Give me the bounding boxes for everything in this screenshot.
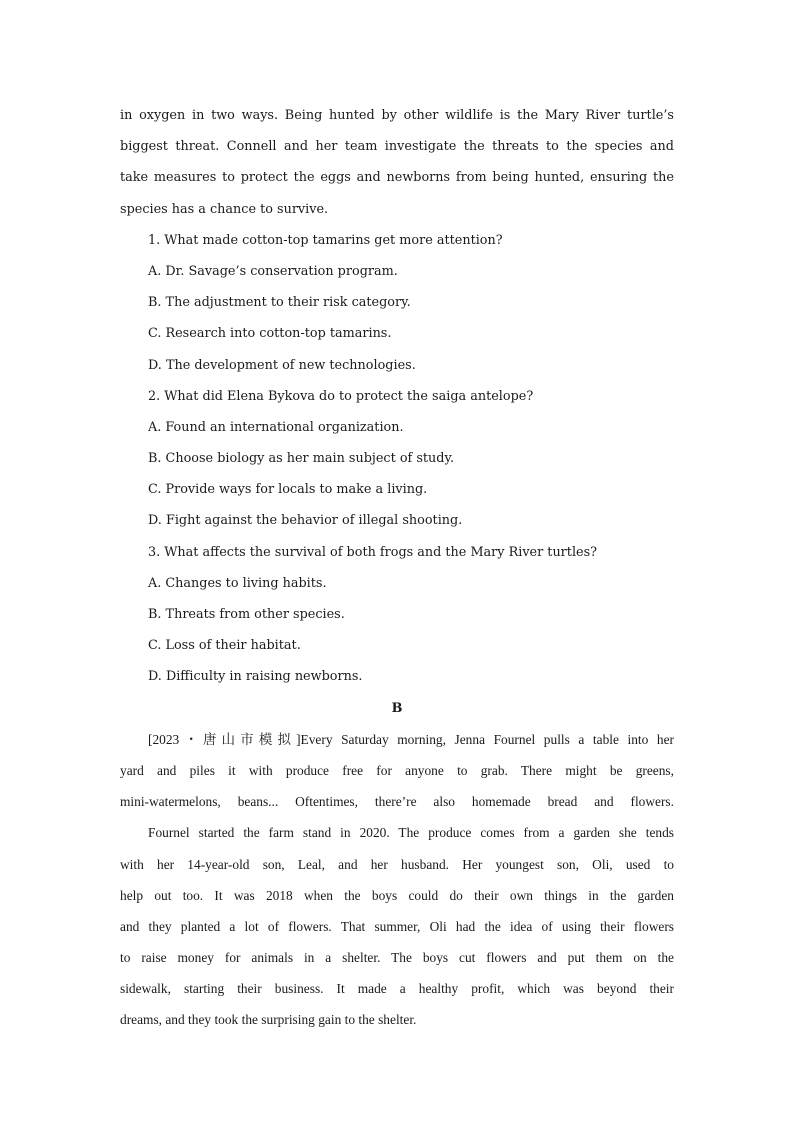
answer-option-d: D. Difficulty in raising newborns. [148, 669, 363, 685]
answer-option-c: C. Loss of their habitat. [148, 638, 301, 654]
passage-a-continuation [120, 100, 674, 225]
text-line: yard and piles it with produce free for anyone to grab. There might be greens, [120, 762, 674, 778]
text-line: take measures to protect the eggs and newborns from being hunted, ensuring the [120, 170, 674, 186]
paragraph-1 [120, 724, 674, 818]
question-3 [120, 537, 674, 693]
text-line: [2023・唐山市模拟]Every Saturday morning, Jenna Fournel pulls a table into her [148, 731, 674, 747]
answer-option-b: B. The adjustment to their risk category. [148, 295, 411, 311]
answer-option-c: C. Research into cotton-top tamarins. [148, 326, 392, 342]
question-2 [120, 381, 674, 537]
text-line: dreams, and they took the surprising gain to the shelter. [120, 1012, 417, 1028]
text-line: biggest threat. Connell and her team investigate the threats to the species and [120, 139, 674, 155]
paragraph-2 [120, 817, 674, 1035]
question-stem: 1. What made cotton-top tamarins get more attention? [148, 232, 503, 248]
answer-option-a: A. Found an international organization. [148, 419, 404, 435]
answer-option-b: B. Threats from other species. [148, 607, 345, 622]
answer-option-a: A. Dr. Savage’s conservation program. [148, 263, 398, 279]
answer-option-a: A. Changes to living habits. [148, 575, 327, 591]
text-line: with her 14-year-old son, Leal, and her husband. Her youngest son, Oli, used to [120, 856, 674, 872]
text-line: sidewalk, starting their business. It made a healthy profit, which was beyond their [120, 981, 674, 997]
text-line: in oxygen in two ways. Being hunted by other wildlife is the Mary River turtle’s [120, 108, 674, 123]
text-line: mini-watermelons, beans... Oftentimes, there’re also homemade bread and flowers. [120, 794, 674, 810]
section-heading: B [391, 700, 403, 716]
question-stem: 2. What did Elena Bykova do to protect the saiga antelope? [148, 388, 534, 404]
text-line: species has a chance to survive. [120, 201, 329, 217]
page-content [120, 100, 674, 1036]
answer-option-d: D. The development of new technologies. [148, 357, 416, 373]
passage-b [120, 724, 674, 1036]
text-line: to raise money for animals in a shelter. The boys cut flowers and put them on the [120, 950, 674, 966]
answer-option-b: B. Choose biology as her main subject of study. [148, 451, 455, 467]
answer-option-c: C. Provide ways for locals to make a living. [148, 482, 428, 498]
text-line: Fournel started the farm stand in 2020. The produce comes from a garden she tends [148, 825, 674, 841]
text-line: help out too. It was 2018 when the boys could do their own things in the garden [120, 887, 674, 903]
question-1 [120, 225, 674, 381]
text-line: and they planted a lot of flowers. That summer, Oli had the idea of using their flowers [120, 918, 674, 934]
answer-option-d: D. Fight against the behavior of illegal shooting. [148, 513, 463, 529]
question-stem: 3. What affects the survival of both frogs and the Mary River turtles? [148, 544, 598, 560]
